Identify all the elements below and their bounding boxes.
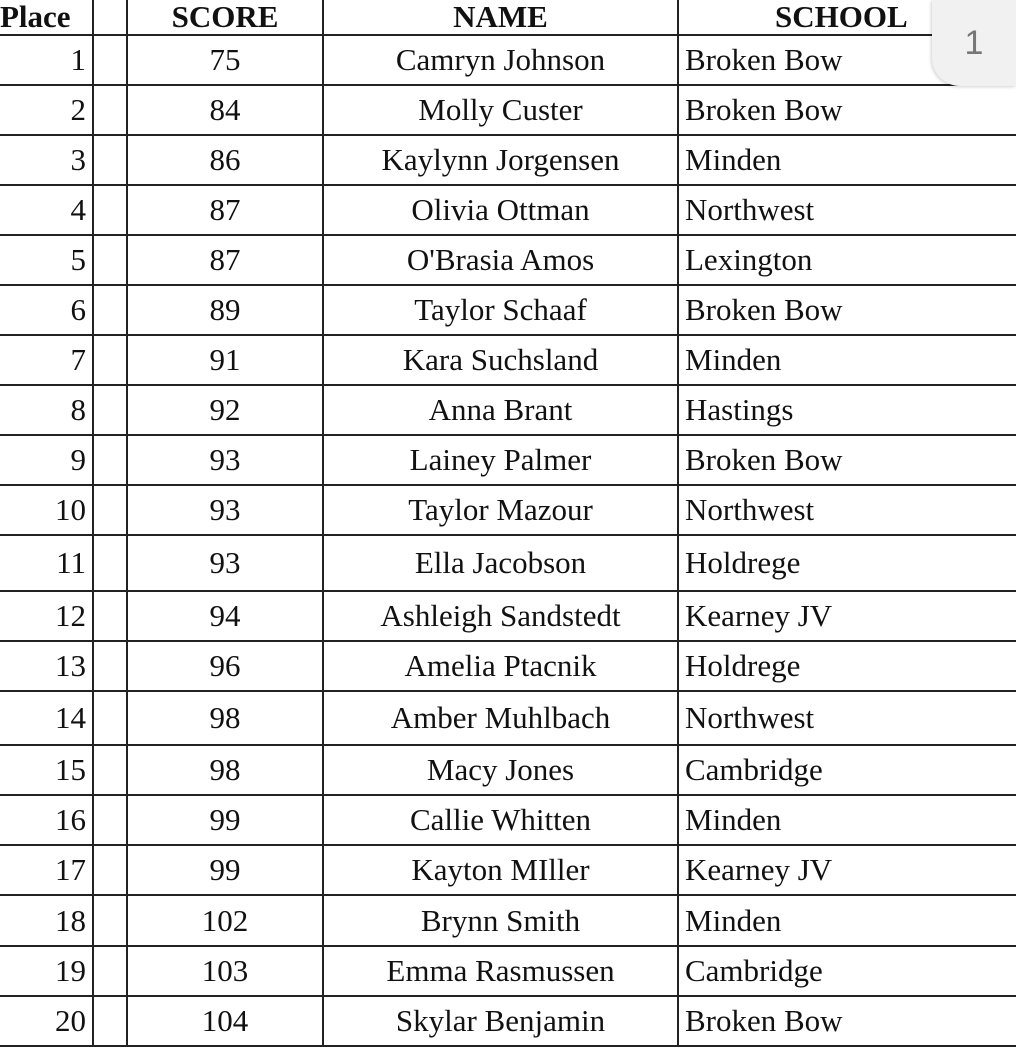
name-cell: Lainey Palmer [323,435,678,485]
school-cell: Lexington [678,235,1016,285]
score-cell: 91 [127,335,323,385]
place-cell: 8 [0,385,93,435]
name-cell: Anna Brant [323,385,678,435]
place-cell: 15 [0,745,93,795]
results-body [0,35,1016,1046]
table-row [0,591,1016,641]
spacer-cell [93,85,127,135]
name-cell: Amelia Ptacnik [323,641,678,691]
score-cell: 89 [127,285,323,335]
school-cell: Minden [678,135,1016,185]
school-cell: Northwest [678,185,1016,235]
spacer-cell [93,335,127,385]
table-row [0,435,1016,485]
score-cell: 87 [127,235,323,285]
name-cell: Ella Jacobson [323,535,678,591]
score-cell: 94 [127,591,323,641]
spacer-cell [93,435,127,485]
table-row [0,35,1016,85]
place-cell: 13 [0,641,93,691]
place-cell: 16 [0,795,93,845]
page-number: 1 [964,23,984,62]
header-score: SCORE [127,0,323,35]
header-school: SCHOOL [678,0,1016,35]
spacer-cell [93,745,127,795]
score-cell: 84 [127,85,323,135]
spacer-cell [93,185,127,235]
name-cell: Camryn Johnson [323,35,678,85]
table-row [0,385,1016,435]
school-cell: Northwest [678,485,1016,535]
name-cell: Emma Rasmussen [323,946,678,996]
school-cell: Northwest [678,691,1016,745]
school-cell: Holdrege [678,535,1016,591]
table-row [0,895,1016,946]
name-cell: Skylar Benjamin [323,996,678,1046]
score-cell: 86 [127,135,323,185]
header-place: Place [0,0,93,35]
place-cell: 19 [0,946,93,996]
header-spacer [93,0,127,35]
table-row [0,485,1016,535]
place-cell: 17 [0,845,93,895]
score-cell: 93 [127,435,323,485]
name-cell: Kara Suchsland [323,335,678,385]
score-cell: 87 [127,185,323,235]
school-cell: Minden [678,335,1016,385]
table-row [0,996,1016,1046]
place-cell: 12 [0,591,93,641]
place-cell: 6 [0,285,93,335]
place-cell: 2 [0,85,93,135]
place-cell: 18 [0,895,93,946]
score-cell: 93 [127,535,323,591]
score-cell: 102 [127,895,323,946]
name-cell: Taylor Mazour [323,485,678,535]
name-cell: Olivia Ottman [323,185,678,235]
table-row [0,641,1016,691]
school-cell: Kearney JV [678,591,1016,641]
name-cell: Ashleigh Sandstedt [323,591,678,641]
school-cell: Minden [678,895,1016,946]
score-cell: 75 [127,35,323,85]
score-cell: 103 [127,946,323,996]
name-cell: Kayton MIller [323,845,678,895]
score-cell: 104 [127,996,323,1046]
table-row [0,85,1016,135]
place-cell: 20 [0,996,93,1046]
name-cell: Brynn Smith [323,895,678,946]
table-row [0,745,1016,795]
spacer-cell [93,35,127,85]
table-row [0,535,1016,591]
spacer-cell [93,485,127,535]
school-cell: Kearney JV [678,845,1016,895]
score-cell: 92 [127,385,323,435]
score-cell: 98 [127,745,323,795]
school-cell: Minden [678,795,1016,845]
score-cell: 93 [127,485,323,535]
name-cell: O'Brasia Amos [323,235,678,285]
table-row [0,185,1016,235]
spacer-cell [93,535,127,591]
name-cell: Taylor Schaaf [323,285,678,335]
name-cell: Callie Whitten [323,795,678,845]
place-cell: 14 [0,691,93,745]
place-cell: 5 [0,235,93,285]
spacer-cell [93,591,127,641]
header-name: NAME [323,0,678,35]
table-row [0,946,1016,996]
school-cell: Broken Bow [678,435,1016,485]
name-cell: Kaylynn Jorgensen [323,135,678,185]
name-cell: Amber Muhlbach [323,691,678,745]
name-cell: Molly Custer [323,85,678,135]
table-row [0,795,1016,845]
spacer-cell [93,691,127,745]
place-cell: 7 [0,335,93,385]
page-number-badge[interactable] [932,0,1016,86]
table-row [0,691,1016,745]
school-cell: Cambridge [678,745,1016,795]
school-cell: Cambridge [678,946,1016,996]
school-cell: Broken Bow [678,285,1016,335]
spacer-cell [93,946,127,996]
spacer-cell [93,285,127,335]
school-cell: Holdrege [678,641,1016,691]
place-cell: 9 [0,435,93,485]
school-cell: Hastings [678,385,1016,435]
place-cell: 4 [0,185,93,235]
table-row [0,135,1016,185]
place-cell: 3 [0,135,93,185]
score-cell: 96 [127,641,323,691]
table-row [0,845,1016,895]
score-cell: 99 [127,795,323,845]
spacer-cell [93,385,127,435]
spacer-cell [93,996,127,1046]
school-cell: Broken Bow [678,35,1016,85]
spacer-cell [93,235,127,285]
score-cell: 99 [127,845,323,895]
score-cell: 98 [127,691,323,745]
table-row [0,235,1016,285]
header-row [0,0,1016,35]
name-cell: Macy Jones [323,745,678,795]
spacer-cell [93,795,127,845]
place-cell: 10 [0,485,93,535]
school-cell: Broken Bow [678,996,1016,1046]
spacer-cell [93,641,127,691]
school-cell: Broken Bow [678,85,1016,135]
table-row [0,285,1016,335]
spacer-cell [93,135,127,185]
place-cell: 11 [0,535,93,591]
spacer-cell [93,845,127,895]
spacer-cell [93,895,127,946]
table-row [0,335,1016,385]
place-cell: 1 [0,35,93,85]
